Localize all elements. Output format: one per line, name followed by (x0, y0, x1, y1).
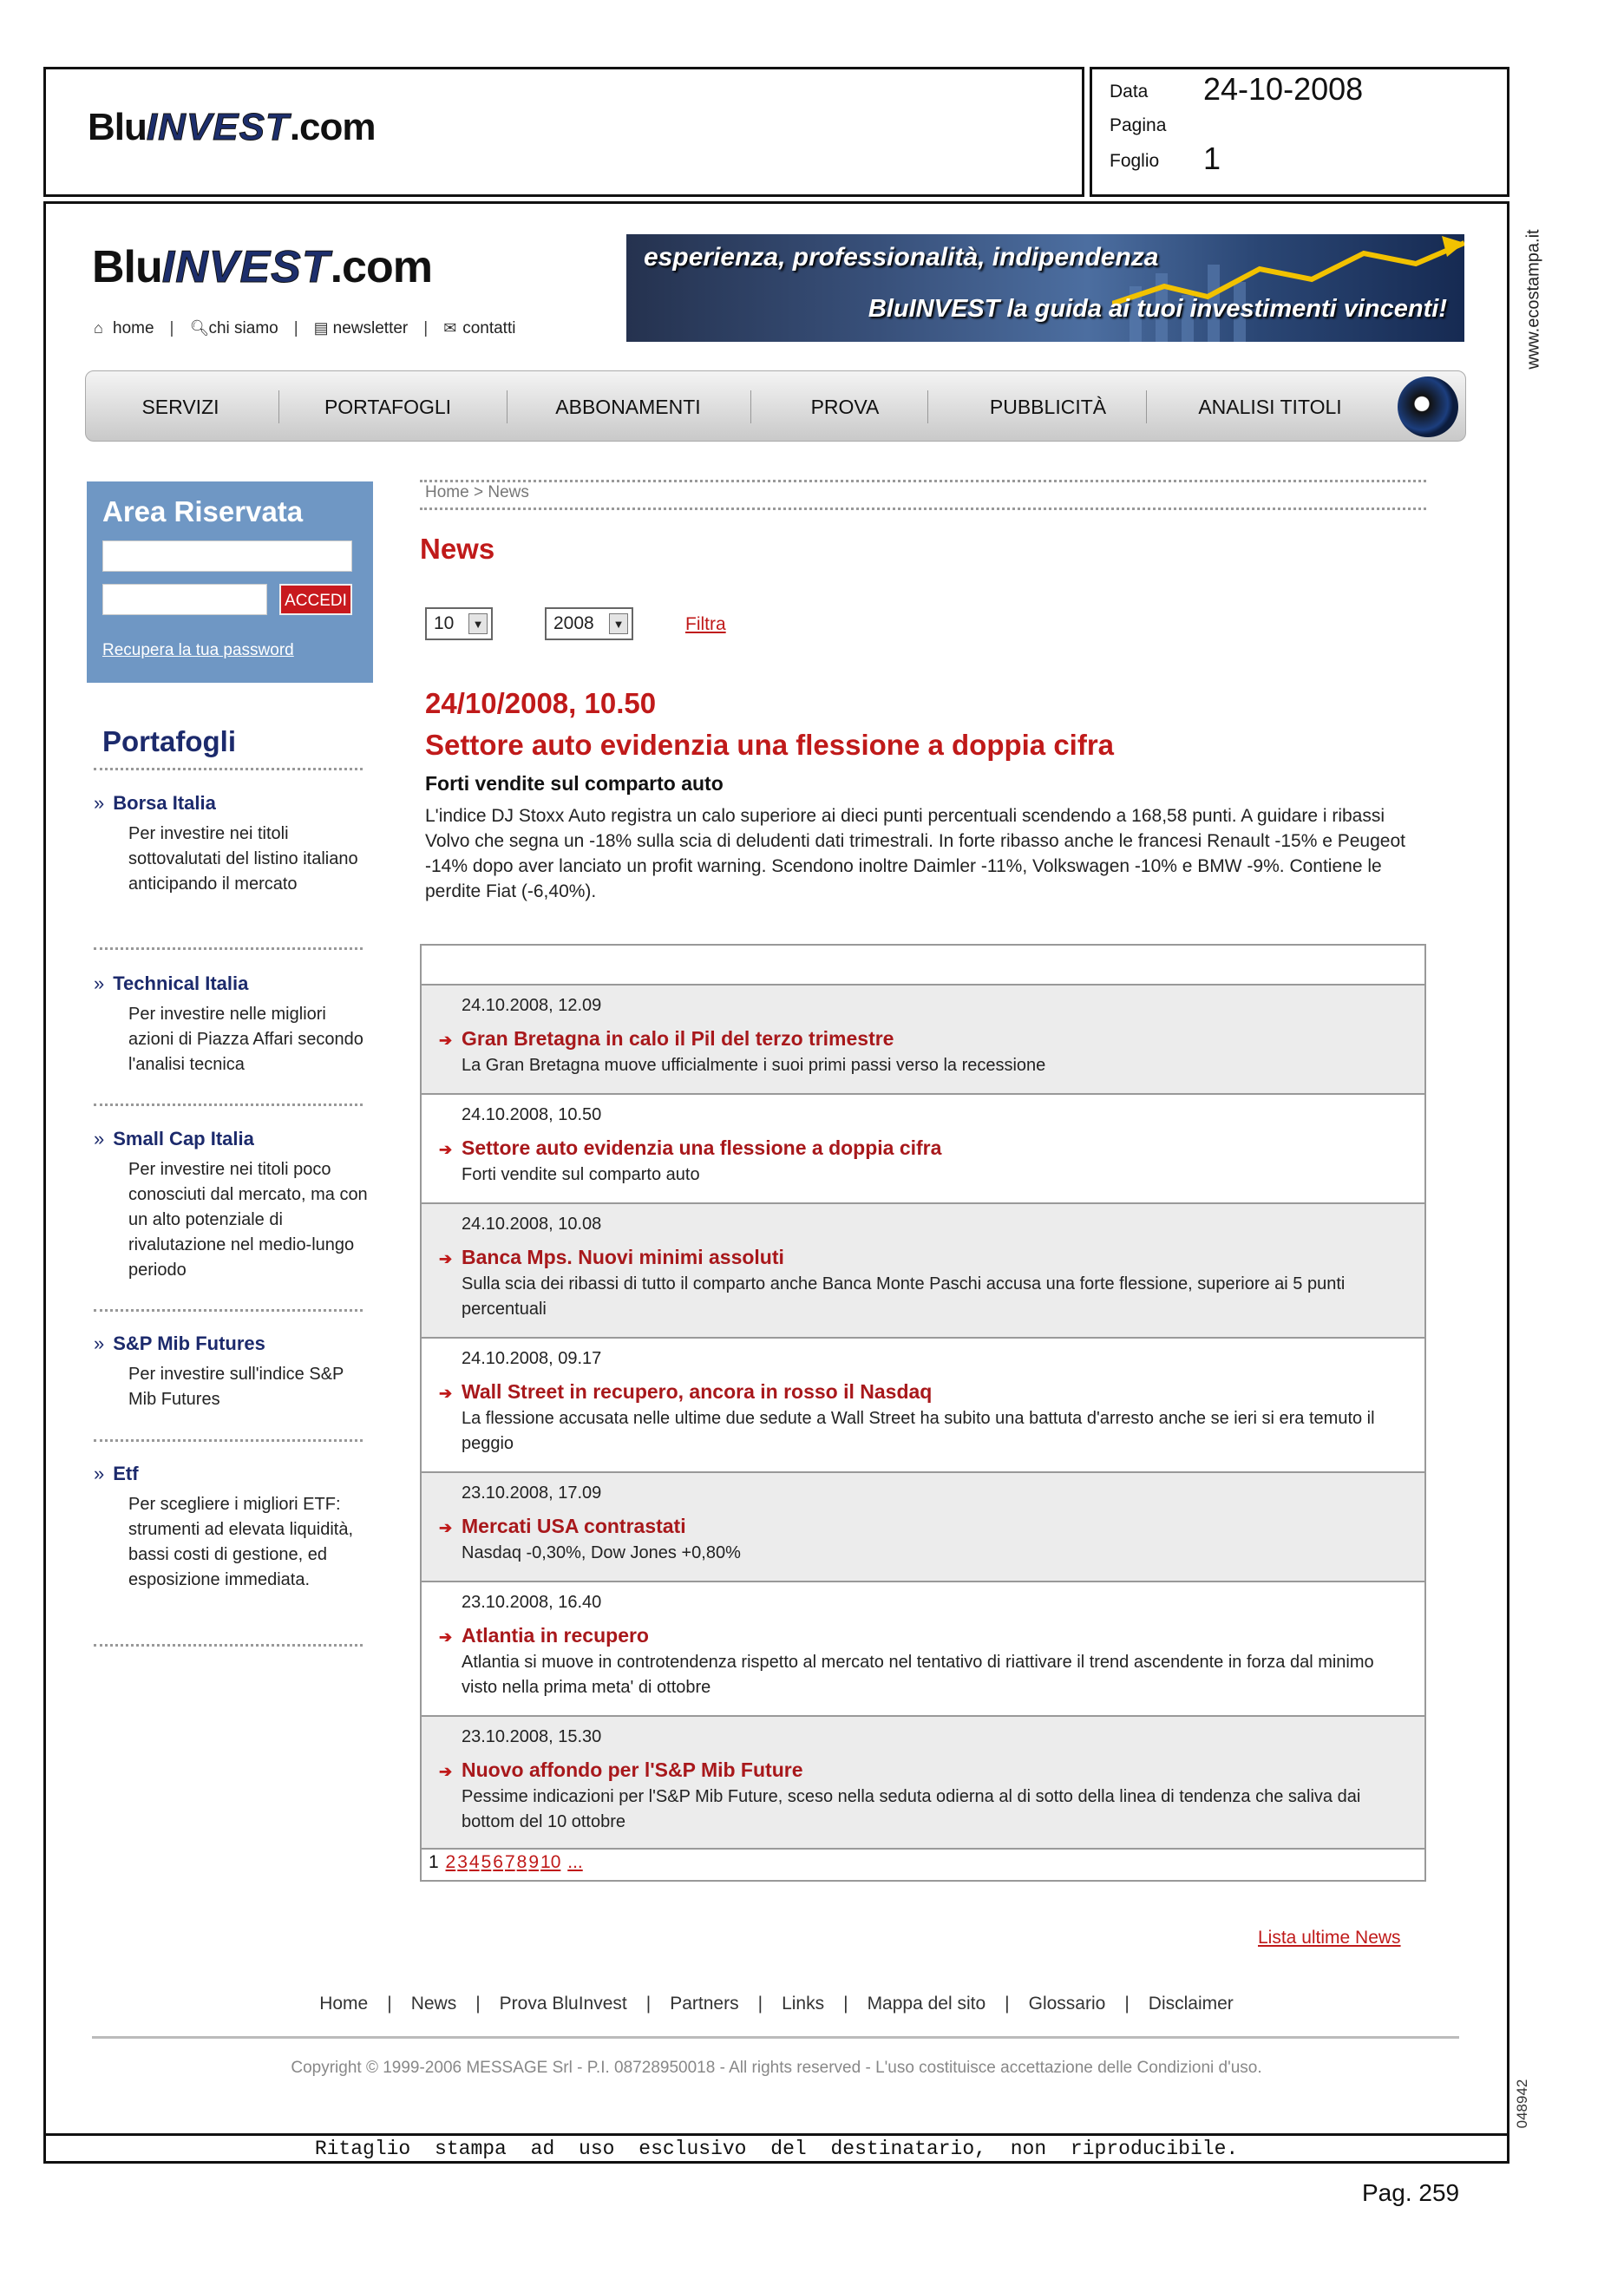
username-input[interactable] (102, 540, 352, 572)
breadcrumb-current: News (488, 483, 529, 501)
banner-line-1: esperienza, professionalità, indipendenza (644, 243, 1159, 272)
clipping-logo: BluINVEST.com (88, 106, 376, 148)
arrow-right-icon: ➔ (439, 1250, 453, 1267)
site-logo[interactable]: BluINVEST.com (92, 242, 432, 292)
accedi-button[interactable]: ACCEDI (279, 584, 352, 615)
toplink-contatti[interactable]: ✉ contatti (443, 319, 516, 337)
article-headline: Settore auto evidenzia una flessione a doppia cifra (425, 729, 1115, 761)
nav-abbonamenti[interactable]: ABBONAMENTI (555, 396, 701, 418)
pagination (429, 1852, 583, 1873)
news-row[interactable]: 23.10.2008, 15.30 ➔ Nuovo affondo per l'S&P Mib Future Pessime indicazioni per l'S&P Mib Future, sceso nella seduta odierna al di sotto della linea di tendenza che saliva dai bottom del 10 ottobre (422, 1715, 1424, 1850)
page-link[interactable]: 7 (504, 1852, 515, 1872)
area-riservata-title: Area Riservata (102, 495, 304, 527)
footer-link-disclaimer[interactable]: Disclaimer (1148, 1994, 1234, 2014)
article-date: 24/10/2008, 10.50 (425, 687, 657, 719)
nav-pubblicita[interactable]: PUBBLICITÀ (989, 396, 1107, 418)
filtra-button[interactable]: Filtra (685, 614, 726, 634)
page-link[interactable]: 6 (493, 1852, 503, 1872)
footer-link-prova[interactable]: Prova BluInvest (499, 1994, 627, 2014)
breadcrumb: Home > News (425, 483, 529, 501)
search-icon: 🔍︎ (189, 319, 210, 337)
main-nav (85, 370, 1466, 442)
page-title: News (420, 533, 495, 565)
arrow-right-icon: ➔ (439, 1763, 453, 1780)
page-link[interactable]: 9 (528, 1852, 540, 1872)
password-input[interactable] (102, 584, 267, 615)
portfolio-item[interactable]: » Small Cap Italia Per investire nei titoli poco conosciuti dal mercato, ma con un alto potenziale di rivalutazione nel medio-lungo periodo (94, 1128, 368, 1280)
nav-prova[interactable]: PROVA (810, 396, 880, 418)
nav-orb-icon (1398, 377, 1458, 437)
portfolio-item[interactable]: » Technical Italia Per investire nelle migliori azioni di Piazza Affari secondo l'analisi tecnica (94, 973, 363, 1074)
nav-servizi[interactable]: SERVIZI (141, 396, 219, 418)
recover-password-link[interactable]: Recupera la tua password (102, 641, 294, 659)
area-riservata (87, 481, 373, 683)
page-link[interactable]: 2 (445, 1852, 456, 1872)
page-number: Pag. 259 (1362, 2179, 1460, 2206)
arrow-right-icon: ➔ (439, 1031, 453, 1049)
banner-chart-graphic (1112, 234, 1464, 342)
double-chevron-icon: » (94, 973, 105, 994)
footer-link-home[interactable]: Home (319, 1994, 369, 2014)
side-url: www.ecostampa.it (1523, 229, 1543, 370)
arrow-right-icon: ➔ (439, 1628, 453, 1646)
meta-label-foglio: Foglio (1110, 151, 1160, 171)
page-link[interactable]: 5 (481, 1852, 492, 1872)
news-row[interactable]: 23.10.2008, 16.40 ➔ Atlantia in recupero Atlantia si muove in controtendenza rispetto al mercato nel tentativo di riattivare il trend ascendente in forza dal minimo visto nella prima meta' di ottobre (422, 1581, 1424, 1715)
toplink-chi-siamo[interactable]: 🔍︎chi siamo (189, 319, 278, 337)
page-current: 1 (429, 1852, 439, 1872)
breadcrumb-home[interactable]: Home (425, 483, 469, 501)
chevron-down-icon: ▼ (609, 613, 628, 634)
portfolio-item[interactable]: » Borsa Italia Per investire nei titoli sottovalutati del listino italiano anticipando il mercato (94, 792, 358, 894)
page-link[interactable]: 8 (516, 1852, 527, 1872)
news-row[interactable]: 24.10.2008, 10.50 ➔ Settore auto evidenzia una flessione a doppia cifra Forti vendite sul comparto auto (422, 1093, 1424, 1202)
copyright: Copyright © 1999-2006 MESSAGE Srl - P.I. 08728950018 - All rights reserved - L'uso costituisce accettazione delle Condizioni d'uso. (291, 2059, 1262, 2077)
meta-value-data: 24-10-2008 (1203, 71, 1364, 107)
footer-link-glossario[interactable]: Glossario (1028, 1994, 1106, 2014)
side-code: 048942 (1514, 2079, 1530, 2129)
nav-analisi-titoli[interactable]: ANALISI TITOLI (1198, 396, 1342, 418)
footer-link-links[interactable]: Links (782, 1994, 825, 2014)
nav-portafogli[interactable]: PORTAFOGLI (324, 396, 452, 418)
top-links: ⌂ home | 🔍︎chi siamo | ▤ newsletter | ✉ contatti (94, 319, 516, 337)
lista-ultime-news-link[interactable]: Lista ultime News (1258, 1928, 1401, 1948)
banner-line-2: BluINVEST la guida ai tuoi investimenti vincenti! (868, 295, 1447, 323)
footer-divider (92, 2036, 1459, 2039)
promo-banner[interactable] (626, 234, 1464, 342)
footer-link-mappa[interactable]: Mappa del sito (867, 1994, 986, 2014)
mail-icon: ✉ (443, 319, 457, 337)
toplink-home[interactable]: ⌂ home (94, 319, 154, 337)
clipping-header-logo-box (43, 67, 1084, 197)
page-link[interactable]: 3 (457, 1852, 468, 1872)
arrow-right-icon: ➔ (439, 1519, 453, 1536)
double-chevron-icon: » (94, 1333, 105, 1354)
page-link-more[interactable]: ... (567, 1852, 583, 1872)
portfolio-item[interactable]: » Etf Per scegliere i migliori ETF: strumenti ad elevata liquidità, bassi costi di gestione, ed esposizione immediata. (94, 1463, 354, 1589)
footer-nav: Home | News | Prova BluInvest | Partners | Links | Mappa del sito | Glossario | Disclaimer (319, 1994, 1234, 2014)
home-icon: ⌂ (94, 319, 103, 337)
meta-value-foglio: 1 (1203, 141, 1221, 176)
portfolio-item[interactable]: » S&P Mib Futures Per investire sull'indice S&P Mib Futures (94, 1333, 344, 1409)
page-link[interactable]: 10 (540, 1852, 561, 1872)
arrow-right-icon: ➔ (439, 1141, 453, 1158)
article-subtitle: Forti vendite sul comparto auto (425, 772, 724, 795)
arrow-right-icon: ➔ (439, 1385, 453, 1402)
chevron-down-icon: ▼ (468, 613, 488, 634)
year-select[interactable]: 2008 ▼ (545, 607, 633, 640)
double-chevron-icon: » (94, 792, 105, 814)
portafogli-title: Portafogli (102, 725, 236, 757)
news-row[interactable]: 23.10.2008, 17.09 ➔ Mercati USA contrastati Nasdaq -0,30%, Dow Jones +0,80% (422, 1471, 1424, 1581)
month-select[interactable]: 10 ▼ (425, 607, 493, 640)
toplink-newsletter[interactable]: ▤ newsletter (313, 319, 409, 337)
news-row[interactable]: 24.10.2008, 12.09 ➔ Gran Bretagna in calo il Pil del terzo trimestre La Gran Bretagna muove ufficialmente i suoi primi passi verso la recessione (422, 984, 1424, 1093)
footer-link-partners[interactable]: Partners (670, 1994, 739, 2014)
footer-link-news[interactable]: News (410, 1994, 457, 2014)
clipping-meta-box (1090, 67, 1509, 197)
newsletter-icon: ▤ (313, 319, 329, 337)
news-row[interactable]: 24.10.2008, 10.08 ➔ Banca Mps. Nuovi minimi assoluti Sulla scia dei ribassi di tutto il comparto anche Banca Monte Paschi accusa una forte flessione, superiore ai 5 punti percentuali (422, 1202, 1424, 1337)
news-list (420, 944, 1426, 1882)
double-chevron-icon: » (94, 1463, 105, 1484)
article-body: L'indice DJ Stoxx Auto registra un calo superiore ai dieci punti percentuali scendendo a 168,58 punti. A guidare i ribassi Volvo che segna un -18% sulla scia di deludenti dati trimestrali. In forte ribasso anche le francesi Renault -15% e Peugeot -14% dopo aver lanciato un profit warning. Scendono inoltre Daimler -11%, Volkswagen -10% e BMW -9%. Contiene le perdite Fiat (-6,40%). (425, 806, 1405, 901)
meta-label-data: Data (1110, 82, 1149, 102)
double-chevron-icon: » (94, 1128, 105, 1149)
meta-label-pagina: Pagina (1110, 115, 1167, 135)
news-row[interactable]: 24.10.2008, 09.17 ➔ Wall Street in recupero, ancora in rosso il Nasdaq La flessione accusata nelle ultime due sedute a Wall Street ha subito una battuta d'arresto anche se ieri si era temuto il peggio (422, 1337, 1424, 1471)
ritaglio-notice: Ritaglio stampa ad uso esclusivo del destinatario, non riproducibile. (314, 2138, 1239, 2160)
page-link[interactable]: 4 (468, 1852, 480, 1872)
